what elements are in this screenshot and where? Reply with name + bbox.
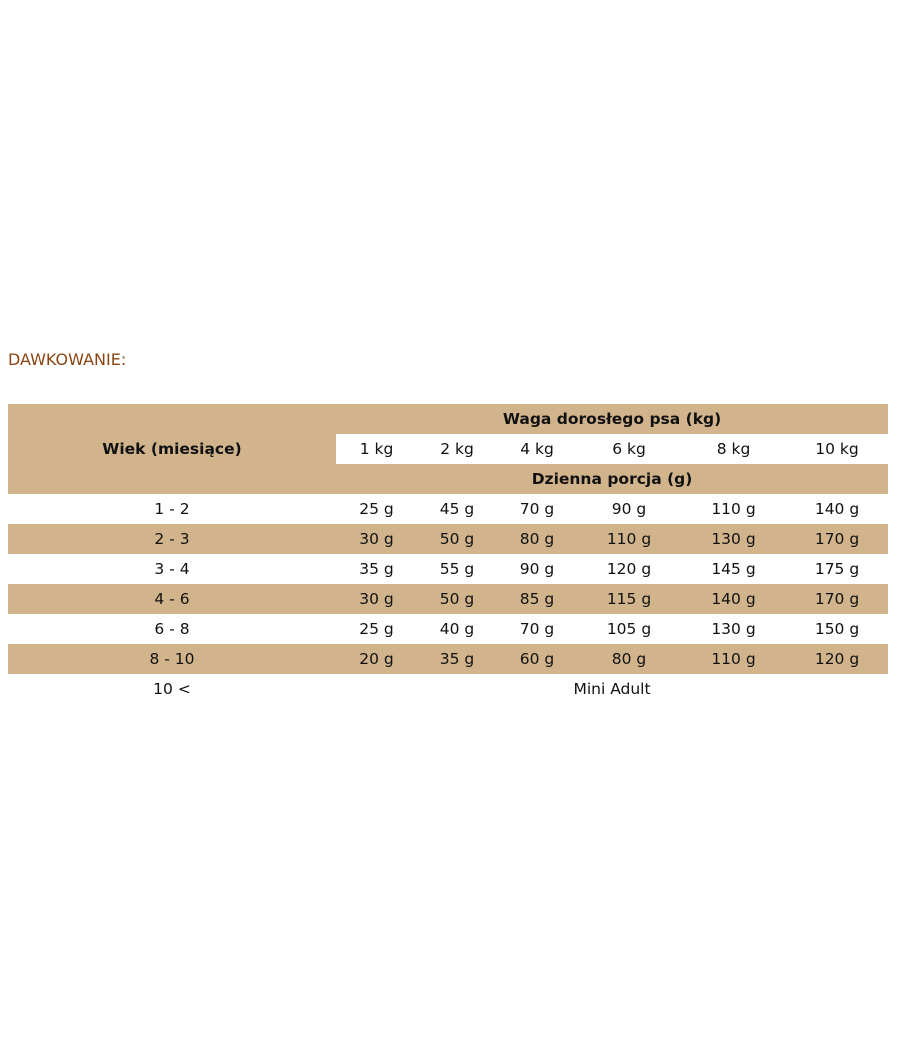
weight-cell: 1 kg xyxy=(336,434,417,464)
section-heading: DAWKOWANIE: xyxy=(8,350,127,369)
portion-cell: 20 g xyxy=(359,650,394,668)
header-row-weight xyxy=(8,404,888,434)
portion-cell: 45 g xyxy=(439,500,475,518)
portion-cell: 140 g xyxy=(711,590,756,608)
portion-cell: 140 g xyxy=(814,500,860,518)
portion-cell: 50 g xyxy=(439,530,475,548)
age-cell: 6 - 8 xyxy=(154,620,190,638)
portion-cell: 70 g xyxy=(519,620,555,638)
table-row xyxy=(8,614,888,644)
portion-cell: 115 g xyxy=(606,590,652,608)
dosage-table xyxy=(8,404,888,704)
portion-cell: 30 g xyxy=(359,590,394,608)
table-row xyxy=(8,494,888,524)
portion-cell: 130 g xyxy=(711,530,756,548)
portion-cell: 70 g xyxy=(519,500,555,518)
portion-cell: 150 g xyxy=(814,620,860,638)
mini-adult-note: Mini Adult xyxy=(573,680,651,698)
portion-cell: 50 g xyxy=(439,590,475,608)
portion-cell: 80 g xyxy=(519,530,555,548)
weight-cell: 8 kg xyxy=(681,434,786,464)
age-cell: 8 - 10 xyxy=(149,650,195,668)
portion-cell: 25 g xyxy=(359,620,394,638)
portion-cell: 40 g xyxy=(439,620,475,638)
age-header: Wiek (miesiące) xyxy=(8,404,336,494)
portion-cell: 145 g xyxy=(711,560,756,578)
age-cell: 10 < xyxy=(153,680,191,698)
portion-cell: 120 g xyxy=(814,650,860,668)
table-row xyxy=(8,554,888,584)
weight-cell: 2 kg xyxy=(417,434,497,464)
portion-cell: 110 g xyxy=(606,530,652,548)
age-cell: 2 - 3 xyxy=(154,530,190,548)
portion-cell: 90 g xyxy=(519,560,555,578)
portion-cell: 80 g xyxy=(611,650,647,668)
portion-cell: 90 g xyxy=(611,500,647,518)
table-row-last xyxy=(8,674,888,704)
portion-cell: 130 g xyxy=(711,620,756,638)
portion-cell: 60 g xyxy=(519,650,555,668)
portion-cell: 175 g xyxy=(814,560,860,578)
portion-cell: 110 g xyxy=(711,500,756,518)
portion-cell: 35 g xyxy=(439,650,475,668)
weight-cell: 6 kg xyxy=(577,434,681,464)
portion-cell: 120 g xyxy=(606,560,652,578)
portion-header: Dzienna porcja (g) xyxy=(336,464,888,494)
portion-cell: 170 g xyxy=(814,590,860,608)
weight-cell: 4 kg xyxy=(497,434,577,464)
table-row xyxy=(8,584,888,614)
age-cell: 1 - 2 xyxy=(154,500,190,518)
portion-cell: 170 g xyxy=(814,530,860,548)
portion-cell: 105 g xyxy=(606,620,652,638)
portion-cell: 25 g xyxy=(359,500,394,518)
age-cell: 3 - 4 xyxy=(154,560,190,578)
portion-cell: 55 g xyxy=(439,560,475,578)
weight-cell: 10 kg xyxy=(786,434,888,464)
portion-cell: 110 g xyxy=(711,650,756,668)
portion-cell: 30 g xyxy=(359,530,394,548)
weight-header: Waga dorosłego psa (kg) xyxy=(336,404,888,434)
age-cell: 4 - 6 xyxy=(154,590,190,608)
table-row xyxy=(8,524,888,554)
table-row xyxy=(8,644,888,674)
portion-cell: 35 g xyxy=(359,560,394,578)
portion-cell: 85 g xyxy=(519,590,555,608)
